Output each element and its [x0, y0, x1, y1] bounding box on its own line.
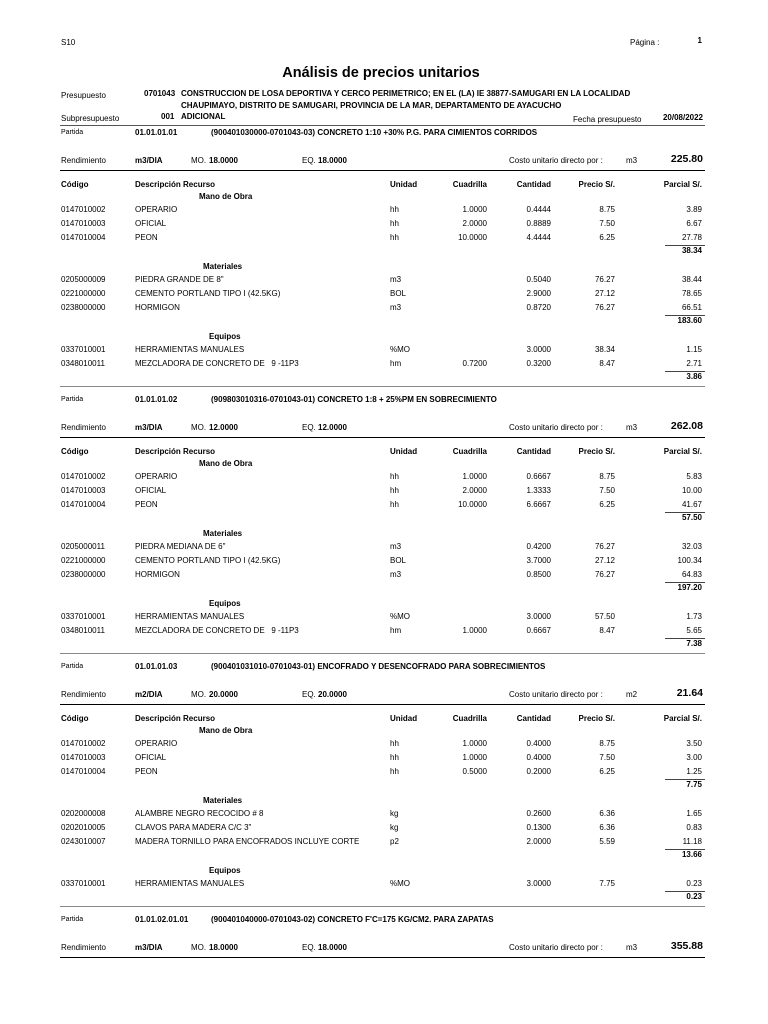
- col-cantidad: Cantidad: [516, 714, 551, 723]
- fecha-value: 20/08/2022: [662, 113, 703, 122]
- resource-description: MADERA TORNILLO PARA ENCOFRADOS INCLUYE CORTE: [135, 837, 360, 846]
- group-name: Equipos: [209, 866, 241, 875]
- costo-unit: m3: [626, 156, 638, 165]
- mo-label: MO.: [191, 690, 207, 699]
- rendimiento-label: Rendimiento: [61, 156, 106, 165]
- resource-cantidad: 2.9000: [526, 289, 551, 298]
- resource-description: OFICIAL: [135, 486, 167, 495]
- resource-code: 0348010011: [61, 359, 105, 368]
- resource-description: CEMENTO PORTLAND TIPO I (42.5KG): [135, 556, 281, 565]
- page-title: Análisis de precios unitarios: [282, 65, 480, 81]
- group-total: 183.60: [677, 316, 702, 325]
- resource-description: HERRAMIENTAS MANUALES: [135, 879, 245, 888]
- resource-precio: 5.59: [599, 837, 615, 846]
- group-total: 3.86: [686, 372, 702, 381]
- subpresupuesto-code: 001: [161, 112, 175, 121]
- resource-cuadrilla: 1.0000: [462, 472, 487, 481]
- col-codigo: Código: [61, 447, 89, 456]
- resource-precio: 8.75: [599, 472, 615, 481]
- resource-unit: BOL: [390, 556, 407, 565]
- resource-parcial: 10.00: [681, 486, 702, 495]
- resource-code: 0147010002: [61, 739, 106, 748]
- resource-cantidad: 0.2000: [526, 767, 551, 776]
- resource-cantidad: 0.4000: [526, 739, 551, 748]
- resource-unit: hm: [390, 359, 402, 368]
- resource-description: OPERARIO: [135, 472, 178, 481]
- resource-precio: 27.12: [594, 289, 615, 298]
- group-name: Mano de Obra: [199, 726, 253, 735]
- col-cuadrilla: Cuadrilla: [452, 447, 487, 456]
- resource-precio: 76.27: [594, 303, 615, 312]
- resource-parcial: 78.65: [681, 289, 702, 298]
- rendimiento-label: Rendimiento: [61, 943, 106, 952]
- costo-label: Costo unitario directo por :: [509, 690, 603, 699]
- resource-parcial: 27.78: [681, 233, 702, 242]
- resource-precio: 76.27: [594, 570, 615, 579]
- eq-value: 18.0000: [318, 943, 347, 952]
- resource-cantidad: 0.5040: [526, 275, 551, 284]
- resource-cantidad: 3.7000: [526, 556, 551, 565]
- resource-parcial: 0.23: [686, 879, 702, 888]
- costo-total: 262.08: [670, 420, 703, 432]
- resource-cantidad: 0.4444: [526, 205, 551, 214]
- group-total: 197.20: [677, 583, 702, 592]
- costo-unit: m2: [626, 690, 638, 699]
- partida-code: 01.01.02.01.01: [135, 915, 189, 924]
- resource-cantidad: 3.0000: [526, 879, 551, 888]
- costo-unit: m3: [626, 943, 638, 952]
- resource-precio: 57.50: [594, 612, 615, 621]
- resource-description: PEON: [135, 500, 158, 509]
- resource-description: HORMIGON: [135, 303, 180, 312]
- partida-top-rule: [60, 386, 705, 387]
- resource-description: CEMENTO PORTLAND TIPO I (42.5KG): [135, 289, 281, 298]
- resource-parcial: 100.34: [677, 556, 702, 565]
- resource-code: 0348010011: [61, 626, 105, 635]
- partida-label: Partida: [61, 663, 84, 670]
- group-total-rule: [665, 638, 705, 639]
- resource-parcial: 2.71: [686, 359, 702, 368]
- presupuesto-code: 0701043: [144, 89, 176, 98]
- col-unidad: Unidad: [390, 714, 418, 723]
- resource-cuadrilla: 1.0000: [462, 753, 487, 762]
- group-total-rule: [665, 245, 705, 246]
- rendimiento-rule: [60, 957, 705, 958]
- resource-cuadrilla: 10.0000: [458, 233, 487, 242]
- partida-description: (900401030000-0701043-03) CONCRETO 1:10 +30% P.G. PARA CIMIENTOS CORRIDOS: [211, 128, 538, 137]
- resource-code: 0221000000: [61, 556, 106, 565]
- partida-code: 01.01.01.03: [135, 662, 178, 671]
- resource-cantidad: 4.4444: [526, 233, 551, 242]
- eq-value: 18.0000: [318, 156, 347, 165]
- col-parcial: Parcial S/.: [663, 447, 702, 456]
- col-precio: Precio S/.: [578, 447, 615, 456]
- resource-precio: 6.36: [599, 823, 615, 832]
- resource-parcial: 32.03: [681, 542, 702, 551]
- resource-parcial: 5.65: [686, 626, 702, 635]
- resource-parcial: 3.89: [686, 205, 702, 214]
- resource-description: PIEDRA GRANDE DE 8": [135, 275, 224, 284]
- mo-value: 18.0000: [209, 943, 238, 952]
- group-name: Mano de Obra: [199, 192, 253, 201]
- mo-value: 12.0000: [209, 423, 238, 432]
- costo-total: 355.88: [670, 940, 703, 952]
- group-total-rule: [665, 512, 705, 513]
- resource-unit: hh: [390, 486, 399, 495]
- resource-description: ALAMBRE NEGRO RECOCIDO # 8: [135, 809, 264, 818]
- resource-unit: p2: [390, 837, 399, 846]
- costo-total: 21.64: [676, 687, 703, 699]
- resource-cantidad: 0.3200: [526, 359, 551, 368]
- resource-unit: %MO: [390, 879, 410, 888]
- resource-unit: m3: [390, 570, 402, 579]
- resource-cantidad: 3.0000: [526, 612, 551, 621]
- partida-label: Partida: [61, 129, 84, 136]
- resource-code: 0147010003: [61, 753, 106, 762]
- resource-description: HORMIGON: [135, 570, 180, 579]
- group-total-rule: [665, 891, 705, 892]
- resource-code: 0243010007: [61, 837, 106, 846]
- resource-cuadrilla: 0.5000: [462, 767, 487, 776]
- col-cuadrilla: Cuadrilla: [452, 180, 487, 189]
- resource-precio: 6.25: [599, 500, 615, 509]
- resource-description: HERRAMIENTAS MANUALES: [135, 345, 245, 354]
- resource-parcial: 1.25: [686, 767, 702, 776]
- resource-cuadrilla: 0.7200: [462, 359, 487, 368]
- eq-label: EQ.: [302, 156, 316, 165]
- resource-cantidad: 1.3333: [526, 486, 551, 495]
- partida-top-rule: [60, 906, 705, 907]
- rendimiento-unit: m3/DIA: [135, 943, 163, 952]
- eq-label: EQ.: [302, 943, 316, 952]
- group-name: Mano de Obra: [199, 459, 253, 468]
- col-cuadrilla: Cuadrilla: [452, 714, 487, 723]
- resource-precio: 7.75: [599, 879, 615, 888]
- group-name: Equipos: [209, 332, 241, 341]
- resource-parcial: 3.00: [686, 753, 702, 762]
- resource-code: 0337010001: [61, 345, 106, 354]
- header-divider: [60, 125, 705, 126]
- resource-cuadrilla: 2.0000: [462, 486, 487, 495]
- group-total: 0.23: [686, 892, 702, 901]
- rendimiento-unit: m2/DIA: [135, 690, 163, 699]
- page-label: Página :: [630, 38, 660, 47]
- costo-unit: m3: [626, 423, 638, 432]
- resource-code: 0147010004: [61, 767, 106, 776]
- resource-cantidad: 0.4000: [526, 753, 551, 762]
- resource-description: PIEDRA MEDIANA DE 6": [135, 542, 226, 551]
- resource-code: 0202000008: [61, 809, 106, 818]
- resource-parcial: 41.67: [681, 500, 702, 509]
- costo-total: 225.80: [670, 153, 703, 165]
- resource-precio: 6.36: [599, 809, 615, 818]
- resource-parcial: 5.83: [686, 472, 702, 481]
- costo-label: Costo unitario directo por :: [509, 423, 603, 432]
- resource-parcial: 1.65: [686, 809, 702, 818]
- fecha-label: Fecha presupuesto: [573, 115, 642, 124]
- resource-description: OPERARIO: [135, 739, 178, 748]
- eq-value: 20.0000: [318, 690, 347, 699]
- resource-unit: hm: [390, 626, 402, 635]
- resource-parcial: 1.73: [686, 612, 702, 621]
- resource-cantidad: 2.0000: [526, 837, 551, 846]
- rendimiento-rule: [60, 170, 705, 171]
- presupuesto-line1: CONSTRUCCION DE LOSA DEPORTIVA Y CERCO PERIMETRICO; EN EL (LA) IE 38877-SAMUGARI EN LA LOCALIDAD: [181, 89, 631, 98]
- system-label: S10: [61, 38, 76, 47]
- resource-code: 0147010004: [61, 233, 106, 242]
- resource-precio: 38.34: [594, 345, 615, 354]
- col-descripcion: Descripción Recurso: [135, 447, 216, 456]
- resource-unit: m3: [390, 542, 402, 551]
- resource-description: MEZCLADORA DE CONCRETO DE 9 -11P3: [135, 359, 299, 368]
- col-unidad: Unidad: [390, 447, 418, 456]
- resource-precio: 7.50: [599, 753, 615, 762]
- presupuesto-line2: CHAUPIMAYO, DISTRITO DE SAMUGARI, PROVINCIA DE LA MAR, DEPARTAMENTO DE AYACUCHO: [181, 101, 562, 110]
- resource-code: 0147010002: [61, 472, 106, 481]
- resource-code: 0221000000: [61, 289, 106, 298]
- rendimiento-rule: [60, 704, 705, 705]
- resource-description: MEZCLADORA DE CONCRETO DE 9 -11P3: [135, 626, 299, 635]
- rendimiento-label: Rendimiento: [61, 690, 106, 699]
- resource-unit: hh: [390, 472, 399, 481]
- resource-code: 0337010001: [61, 612, 106, 621]
- resource-precio: 27.12: [594, 556, 615, 565]
- resource-description: OPERARIO: [135, 205, 178, 214]
- rendimiento-unit: m3/DIA: [135, 156, 163, 165]
- resource-precio: 76.27: [594, 542, 615, 551]
- page-number: 1: [697, 36, 702, 45]
- resource-cuadrilla: 2.0000: [462, 219, 487, 228]
- resource-description: OFICIAL: [135, 753, 167, 762]
- group-total-rule: [665, 779, 705, 780]
- resource-parcial: 1.15: [686, 345, 702, 354]
- col-precio: Precio S/.: [578, 180, 615, 189]
- resource-cantidad: 0.4200: [526, 542, 551, 551]
- resource-cantidad: 0.1300: [526, 823, 551, 832]
- resource-unit: %MO: [390, 345, 410, 354]
- resource-cantidad: 0.8889: [526, 219, 551, 228]
- resource-cuadrilla: 1.0000: [462, 205, 487, 214]
- group-name: Equipos: [209, 599, 241, 608]
- rendimiento-unit: m3/DIA: [135, 423, 163, 432]
- resource-unit: hh: [390, 739, 399, 748]
- resource-code: 0205000011: [61, 542, 105, 551]
- resource-unit: m3: [390, 303, 402, 312]
- resource-cantidad: 0.8720: [526, 303, 551, 312]
- partida-code: 01.01.01.02: [135, 395, 178, 404]
- col-codigo: Código: [61, 714, 89, 723]
- resource-unit: kg: [390, 809, 399, 818]
- resource-parcial: 64.83: [681, 570, 702, 579]
- costo-label: Costo unitario directo por :: [509, 943, 603, 952]
- resource-code: 0147010004: [61, 500, 106, 509]
- resource-cuadrilla: 1.0000: [462, 739, 487, 748]
- eq-value: 12.0000: [318, 423, 347, 432]
- partida-code: 01.01.01.01: [135, 128, 178, 137]
- resource-code: 0202010005: [61, 823, 106, 832]
- resource-cantidad: 0.8500: [526, 570, 551, 579]
- resource-parcial: 38.44: [681, 275, 702, 284]
- group-total-rule: [665, 849, 705, 850]
- group-total-rule: [665, 371, 705, 372]
- resource-description: HERRAMIENTAS MANUALES: [135, 612, 245, 621]
- partida-top-rule: [60, 653, 705, 654]
- eq-label: EQ.: [302, 423, 316, 432]
- resource-precio: 7.50: [599, 486, 615, 495]
- resource-unit: hh: [390, 233, 399, 242]
- resource-cantidad: 6.6667: [526, 500, 551, 509]
- resource-code: 0205000009: [61, 275, 106, 284]
- resource-code: 0238000000: [61, 570, 106, 579]
- partida-label: Partida: [61, 396, 84, 403]
- resource-unit: hh: [390, 753, 399, 762]
- partida-description: (900401040000-0701043-02) CONCRETO F'C=175 KG/CM2. PARA ZAPATAS: [211, 915, 494, 924]
- group-total: 7.38: [686, 639, 702, 648]
- resource-precio: 8.47: [599, 626, 615, 635]
- partida-description: (900401031010-0701043-01) ENCOFRADO Y DESENCOFRADO PARA SOBRECIMIENTOS: [211, 662, 546, 671]
- resource-code: 0337010001: [61, 879, 106, 888]
- resource-code: 0147010002: [61, 205, 106, 214]
- resource-cantidad: 0.6667: [526, 472, 551, 481]
- mo-label: MO.: [191, 156, 207, 165]
- resource-cantidad: 3.0000: [526, 345, 551, 354]
- resource-unit: %MO: [390, 612, 410, 621]
- subpresupuesto-name: ADICIONAL: [181, 112, 226, 121]
- eq-label: EQ.: [302, 690, 316, 699]
- col-cantidad: Cantidad: [516, 447, 551, 456]
- resource-unit: hh: [390, 767, 399, 776]
- group-total: 57.50: [681, 513, 702, 522]
- resource-description: CLAVOS PARA MADERA C/C 3": [135, 823, 252, 832]
- col-parcial: Parcial S/.: [663, 180, 702, 189]
- group-total: 13.66: [681, 850, 702, 859]
- partida-description: (909803010316-0701043-01) CONCRETO 1:8 + 25%PM EN SOBRECIMIENTO: [211, 395, 497, 404]
- resource-parcial: 3.50: [686, 739, 702, 748]
- rendimiento-rule: [60, 437, 705, 438]
- mo-value: 20.0000: [209, 690, 238, 699]
- resource-precio: 8.47: [599, 359, 615, 368]
- partida-label: Partida: [61, 916, 84, 923]
- resource-cuadrilla: 1.0000: [462, 626, 487, 635]
- resource-description: OFICIAL: [135, 219, 167, 228]
- resource-unit: hh: [390, 205, 399, 214]
- group-total-rule: [665, 582, 705, 583]
- group-name: Materiales: [203, 262, 243, 271]
- rendimiento-label: Rendimiento: [61, 423, 106, 432]
- resource-unit: m3: [390, 275, 402, 284]
- resource-parcial: 11.18: [682, 837, 702, 846]
- col-unidad: Unidad: [390, 180, 418, 189]
- presupuesto-label: Presupuesto: [61, 91, 106, 100]
- resource-parcial: 6.67: [686, 219, 702, 228]
- col-cantidad: Cantidad: [516, 180, 551, 189]
- resource-unit: hh: [390, 500, 399, 509]
- resource-precio: 8.75: [599, 205, 615, 214]
- mo-label: MO.: [191, 423, 207, 432]
- resource-code: 0147010003: [61, 486, 106, 495]
- mo-label: MO.: [191, 943, 207, 952]
- resource-precio: 8.75: [599, 739, 615, 748]
- col-descripcion: Descripción Recurso: [135, 714, 216, 723]
- resource-cuadrilla: 10.0000: [458, 500, 487, 509]
- col-parcial: Parcial S/.: [663, 714, 702, 723]
- resource-precio: 6.25: [599, 767, 615, 776]
- resource-unit: kg: [390, 823, 399, 832]
- group-total: 38.34: [681, 246, 702, 255]
- group-total: 7.75: [686, 780, 702, 789]
- costo-label: Costo unitario directo por :: [509, 156, 603, 165]
- resource-code: 0238000000: [61, 303, 106, 312]
- group-total-rule: [665, 315, 705, 316]
- resource-precio: 7.50: [599, 219, 615, 228]
- group-name: Materiales: [203, 796, 243, 805]
- group-name: Materiales: [203, 529, 243, 538]
- resource-unit: BOL: [390, 289, 407, 298]
- resource-description: PEON: [135, 233, 158, 242]
- resource-unit: hh: [390, 219, 399, 228]
- resource-parcial: 0.83: [686, 823, 702, 832]
- resource-parcial: 66.51: [681, 303, 702, 312]
- resource-cantidad: 0.6667: [526, 626, 551, 635]
- resource-precio: 6.25: [599, 233, 615, 242]
- subpresupuesto-label: Subpresupuesto: [61, 114, 120, 123]
- col-codigo: Código: [61, 180, 89, 189]
- resource-description: PEON: [135, 767, 158, 776]
- mo-value: 18.0000: [209, 156, 238, 165]
- col-descripcion: Descripción Recurso: [135, 180, 216, 189]
- resource-precio: 76.27: [594, 275, 615, 284]
- col-precio: Precio S/.: [578, 714, 615, 723]
- resource-cantidad: 0.2600: [526, 809, 551, 818]
- resource-code: 0147010003: [61, 219, 106, 228]
